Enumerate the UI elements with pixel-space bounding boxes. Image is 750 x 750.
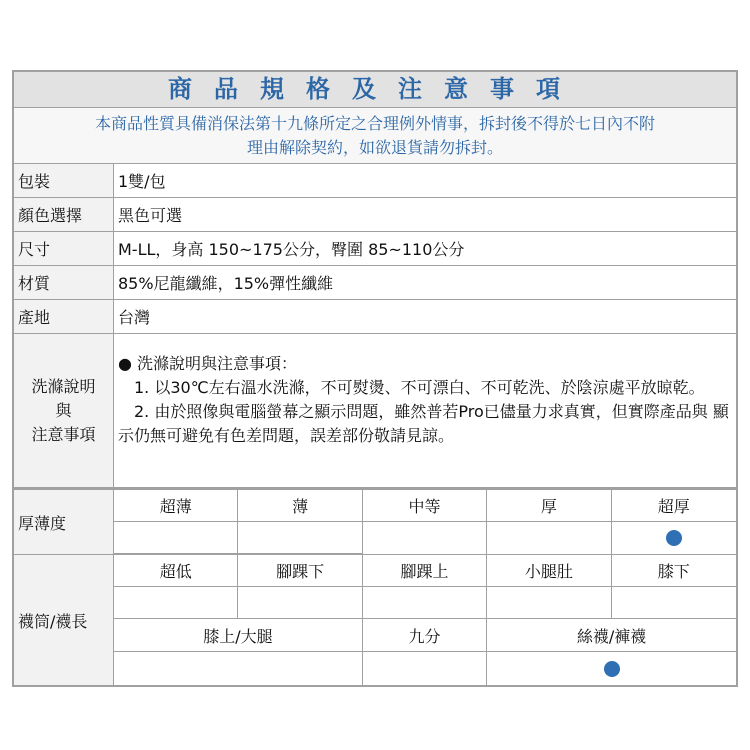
- length-mark-cell: [612, 587, 736, 619]
- length-option: 膝上/大腿: [114, 619, 363, 652]
- length-mark-cell: [114, 587, 238, 619]
- spec-value: M-LL，身高 150~175公分，臀圍 85~110公分: [118, 240, 465, 259]
- length-mark-cell: [114, 652, 363, 685]
- thickness-mark-cell: [487, 522, 611, 554]
- wash-line: 2. 由於照像與電腦螢幕之顯示問題，雖然普若Pro已儘量力求真實，但實際產品與 顯示仍無可避免有色差問題，誤差部份敬請見諒。: [118, 402, 729, 445]
- length-option: 小腿肚: [487, 555, 611, 587]
- spec-row: [14, 198, 736, 232]
- length-mark-cell: [363, 587, 487, 619]
- spec-row: [14, 300, 736, 334]
- thickness-mark-cell: [363, 522, 487, 554]
- label-line: 與: [55, 400, 72, 420]
- length-mark-cell: [363, 652, 487, 685]
- length-mark-cell: [487, 652, 736, 685]
- spec-value: 85%尼龍纖維，15%彈性纖維: [118, 274, 334, 293]
- label-line: 注意事項: [31, 424, 96, 444]
- length-option: 腳踝上: [363, 555, 487, 587]
- thickness-mark-cell: [114, 522, 238, 554]
- thickness-option: 超薄: [114, 490, 238, 522]
- notice-line: 本商品性質具備消保法第十九條所定之合理例外情事，拆封後不得於七日內不附: [94, 114, 655, 133]
- thickness-label: 厚薄度: [14, 490, 114, 554]
- wash-text: [114, 334, 736, 487]
- spec-label: 產地: [14, 300, 114, 333]
- spec-label: 顏色選擇: [14, 198, 114, 231]
- length-row: [14, 555, 736, 685]
- length-mark-cell: [487, 587, 611, 619]
- thickness-mark-cell: [238, 522, 362, 554]
- length-label: 襪筒/襪長: [14, 555, 114, 685]
- spec-label: 尺寸: [14, 232, 114, 265]
- spec-row: [14, 164, 736, 198]
- spec-label: 材質: [14, 266, 114, 299]
- thickness-row: [14, 490, 736, 555]
- length-option: 超低: [114, 555, 238, 587]
- spec-label: 包裝: [14, 164, 114, 197]
- selected-dot-icon: [604, 661, 620, 677]
- wash-row: [14, 334, 736, 490]
- length-option: 腳踝下: [238, 555, 362, 587]
- spec-value: 台灣: [118, 308, 151, 327]
- thickness-mark-cell: [612, 522, 736, 554]
- thickness-option: 厚: [487, 490, 611, 522]
- length-option: 膝下: [612, 555, 736, 587]
- return-notice: [14, 108, 736, 164]
- thickness-option: 中等: [363, 490, 487, 522]
- length-option: 絲襪/褲襪: [487, 619, 736, 652]
- spec-value: 黑色可選: [118, 206, 183, 225]
- table-title: 商品規格及注意事項: [14, 72, 736, 108]
- length-mark-cell: [238, 587, 362, 619]
- thickness-option: 超厚: [612, 490, 736, 522]
- wash-line: ● 洗滌說明與注意事項：: [118, 354, 298, 373]
- wash-line: 1. 以30℃左右溫水洗滌，不可熨燙、不可漂白、不可乾洗、於陰涼處平放晾乾。: [118, 378, 705, 397]
- thickness-option: 薄: [238, 490, 362, 522]
- length-option: 九分: [363, 619, 487, 652]
- spec-row: [14, 232, 736, 266]
- label-line: 洗滌說明: [31, 376, 96, 396]
- spec-row: [14, 266, 736, 300]
- wash-label: [14, 334, 114, 487]
- selected-dot-icon: [666, 530, 682, 546]
- spec-table: [12, 70, 738, 687]
- notice-line: 理由解除契約，如欲退貨請勿拆封。: [246, 138, 503, 157]
- spec-value: 1雙/包: [118, 172, 166, 191]
